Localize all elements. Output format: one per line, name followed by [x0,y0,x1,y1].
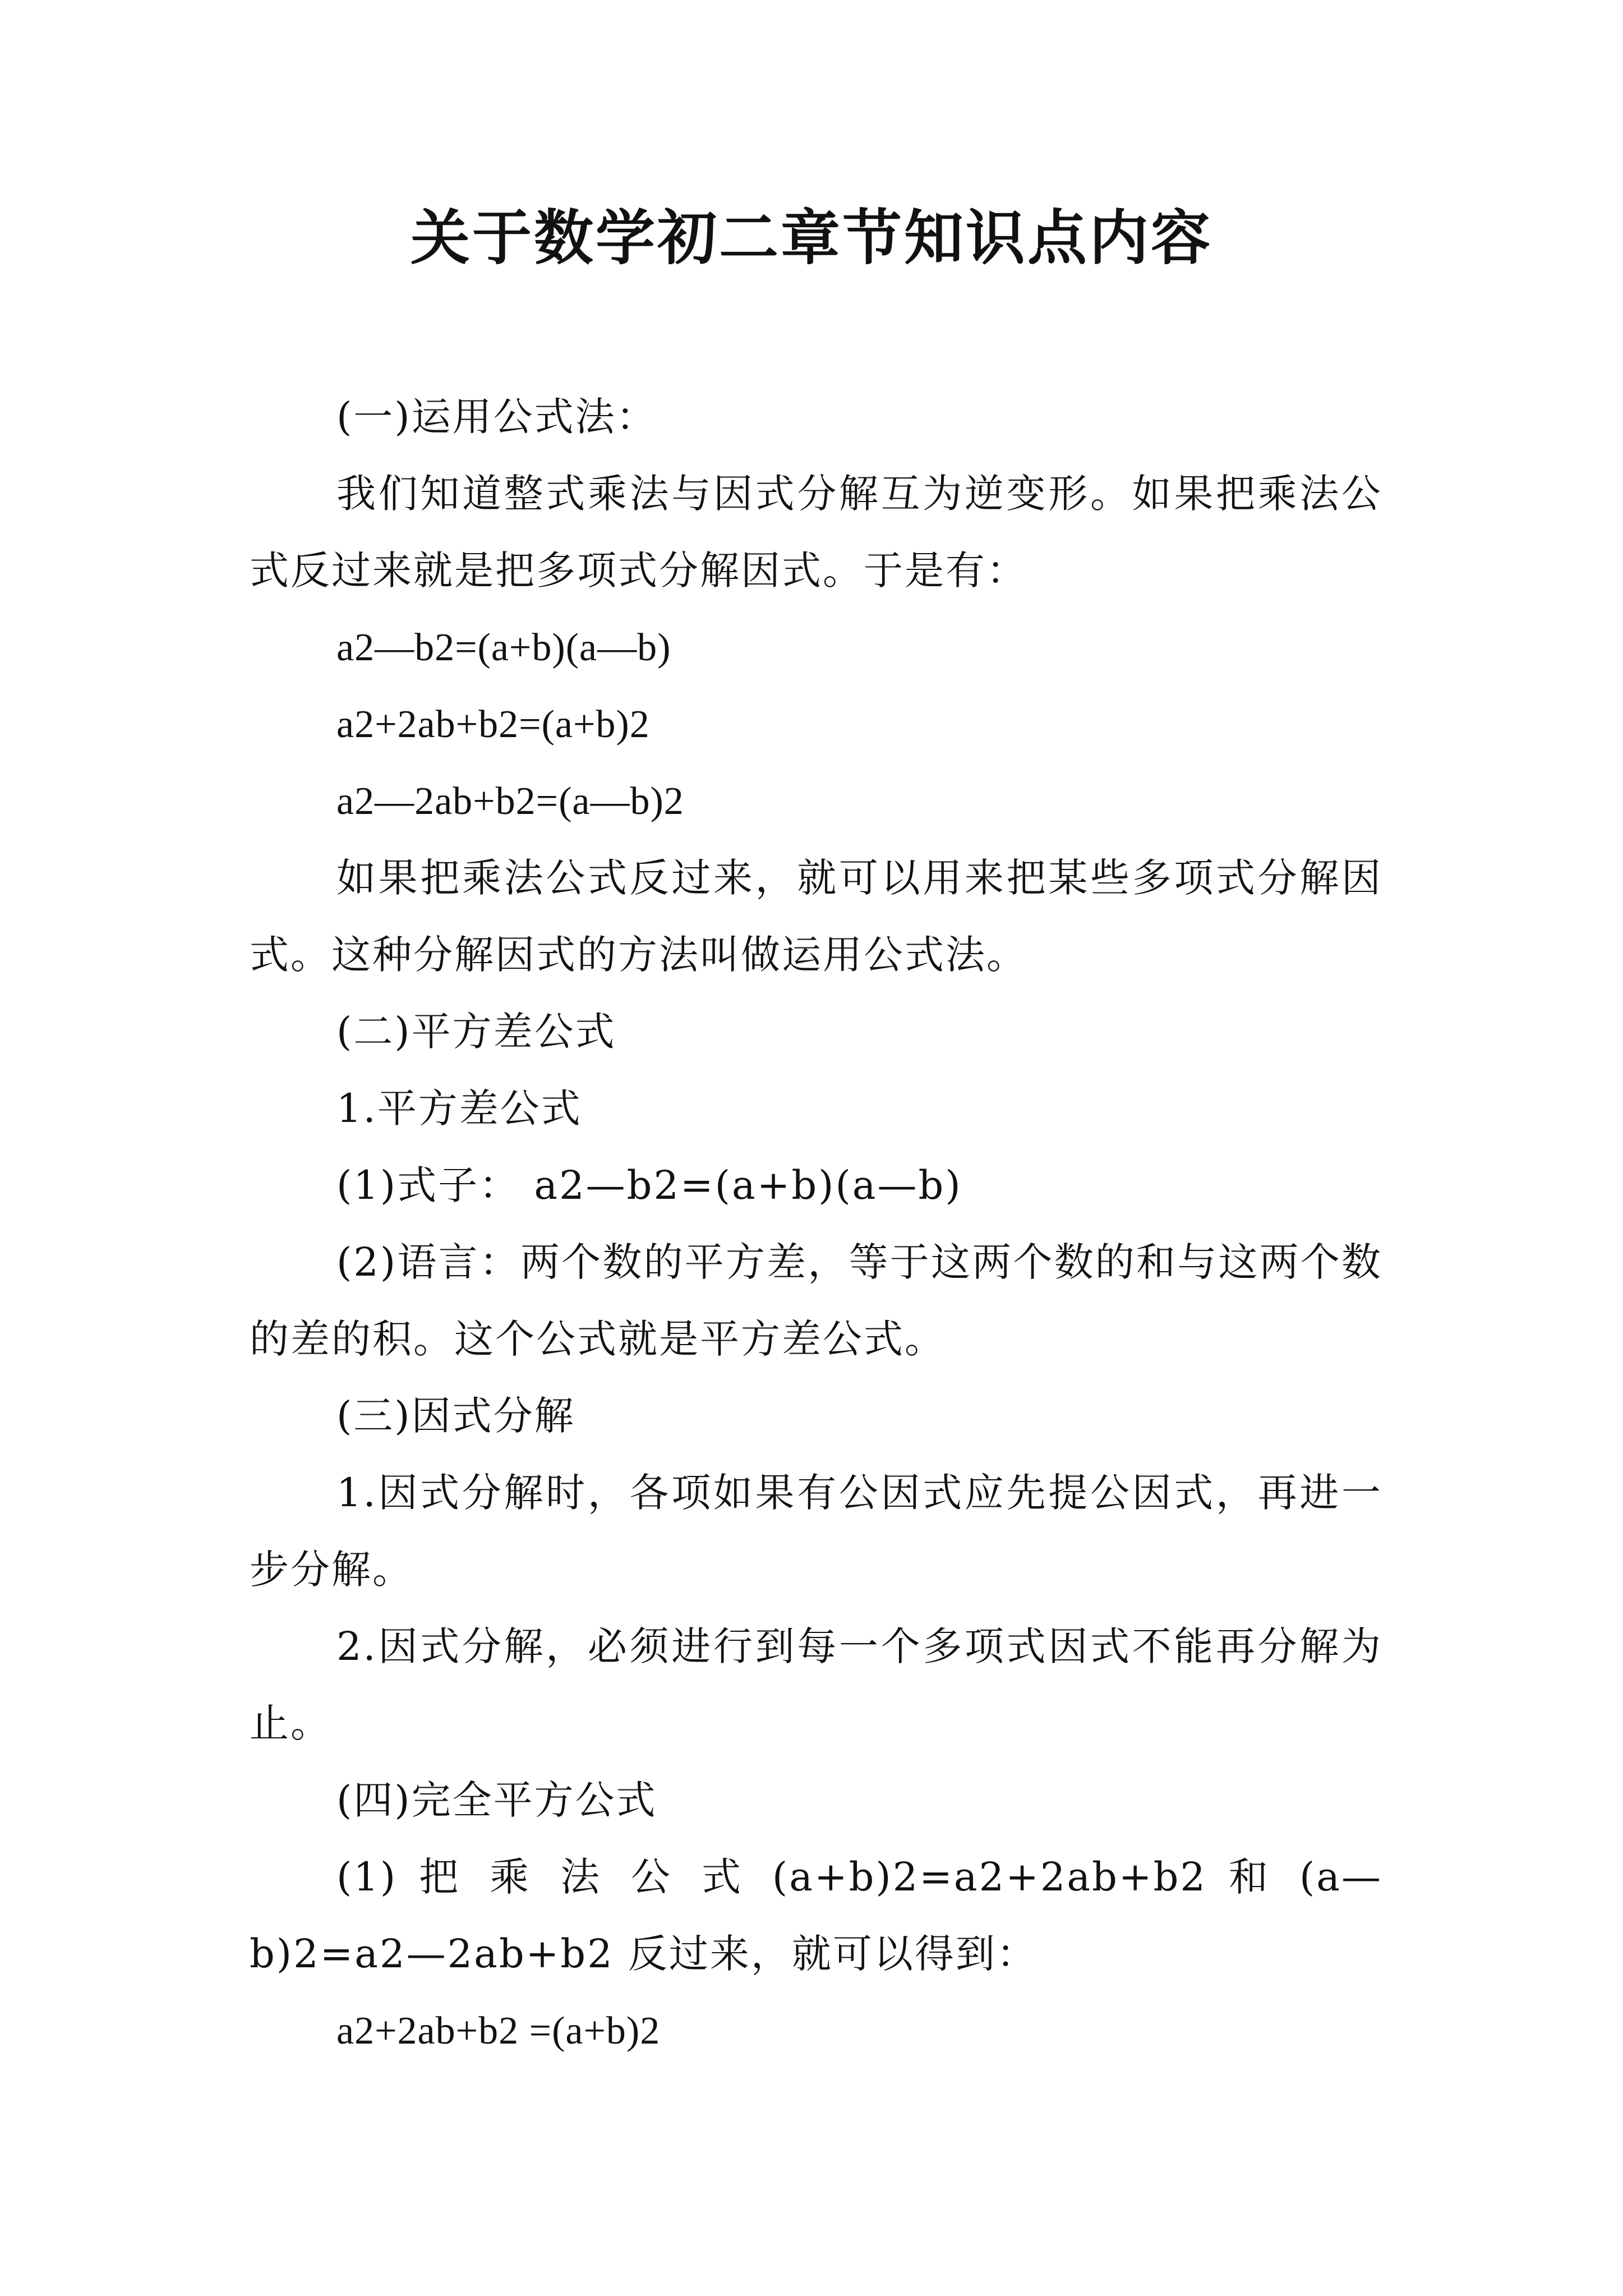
paragraph: (1)式子： a2—b2=(a+b)(a—b) [336,1162,962,1208]
section-heading: (二)平方差公式 [336,1009,616,1055]
formula: a2+2ab+b2=(a+b)2 [336,703,650,746]
paragraph: 如果把乘法公式反过来，就可以用来把某些多项式分解因式。这种分解因式的方法叫做运用公式法。 [250,855,1382,978]
document-body [250,379,1382,2069]
document-title: 关于数学初二章节知识点内容 [411,204,1212,273]
paragraph: 我们知道整式乘法与因式分解互为逆变形。如果把乘法公式反过来就是把多项式分解因式。于是有： [250,471,1382,593]
paragraph: (2)语言：两个数的平方差，等于这两个数的和与这两个数的差的积。这个公式就是平方差公式。 [250,1239,1382,1362]
subheading: 1.平方差公式 [336,1085,582,1131]
formula: a2+2ab+b2 =(a+b)2 [336,2009,661,2053]
formula: a2—2ab+b2=(a—b)2 [336,780,684,823]
paragraph: 2.因式分解，必须进行到每一个多项式因式不能再分解为止。 [250,1623,1382,1746]
paragraph: (1) 把 乘 法 公 式 (a+b)2=a2+2ab+b2 和 (a—b)2=a2—2ab+b2 反过来，就可以得到： [250,1854,1382,1977]
section-heading: (一)运用公式法： [336,394,657,440]
section-heading: (四)完全平方公式 [336,1777,657,1823]
paragraph: 1.因式分解时，各项如果有公因式应先提公因式，再进一步分解。 [250,1470,1382,1593]
section-heading: (三)因式分解 [336,1393,575,1439]
formula: a2—b2=(a+b)(a—b) [336,626,671,669]
